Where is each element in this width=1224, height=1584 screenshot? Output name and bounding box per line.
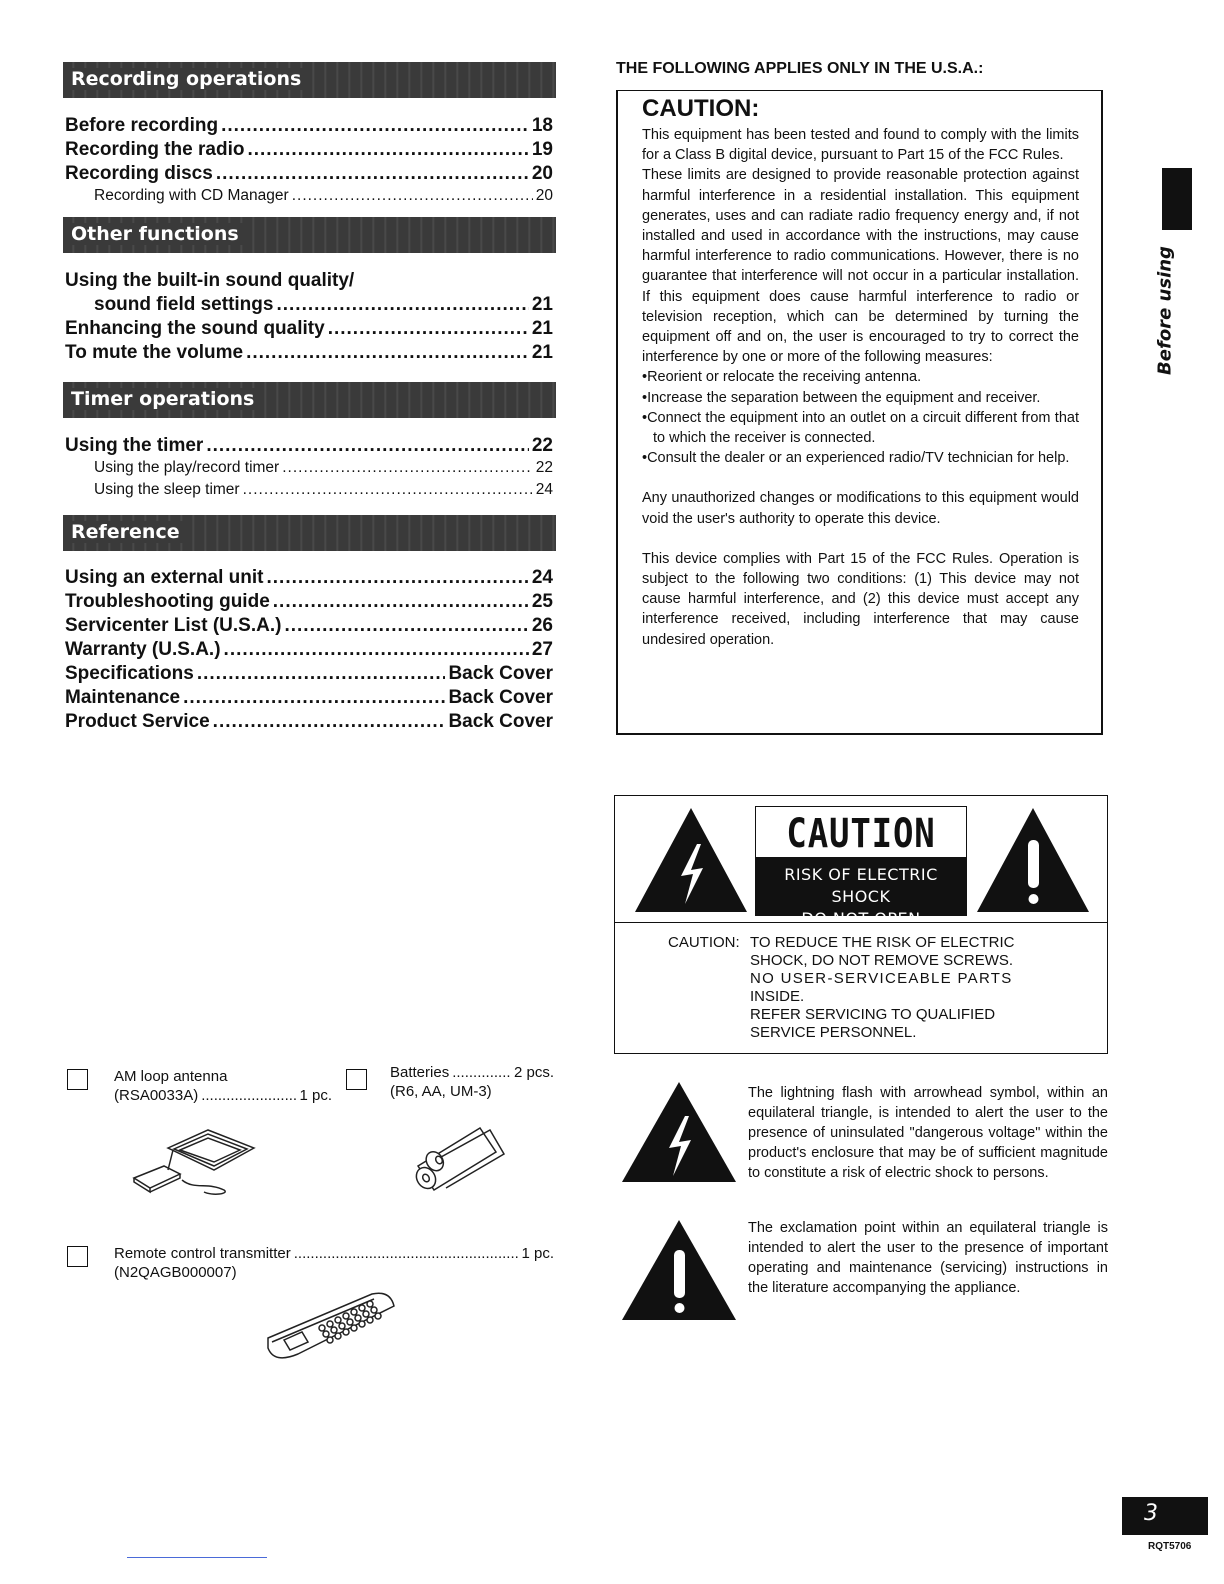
caution-line: TO REDUCE THE RISK OF ELECTRIC <box>750 934 1015 951</box>
accessory-batteries <box>390 1063 554 1101</box>
lightning-symbol-icon <box>620 1080 738 1184</box>
exclamation-warning-icon <box>975 806 1091 914</box>
exclamation-symbol-icon <box>620 1218 738 1322</box>
fcc-bullet: •Connect the equipment into an outlet on a circuit different from that to which the receiver is connected. <box>642 409 1079 447</box>
caution-line: REFER SERVICING TO QUALIFIED <box>750 1006 996 1023</box>
toc-reference <box>65 567 553 735</box>
fcc-caution-title: CAUTION: <box>642 95 760 122</box>
toc-entry-line1[interactable] <box>65 270 553 294</box>
toc-entry[interactable] <box>65 115 553 139</box>
caution-line: INSIDE. <box>750 988 805 1005</box>
caution-line: NO USER-SERVICEABLE PARTS <box>750 970 1013 987</box>
toc-subentry[interactable] <box>65 481 553 503</box>
footer-line <box>127 1557 267 1558</box>
toc-title: Specifications <box>65 663 194 684</box>
fcc-bullet: •Reorient or relocate the receiving antenna. <box>642 369 922 386</box>
toc-page: 19 <box>531 139 553 160</box>
toc-entry[interactable] <box>65 711 553 735</box>
accessory-qty: 1 pc. <box>521 1245 554 1262</box>
toc-entry[interactable] <box>65 567 553 591</box>
section-header-other: Other functions <box>63 217 556 253</box>
toc-entry[interactable] <box>65 163 553 187</box>
side-tab-marker <box>1162 168 1192 230</box>
remote-checkbox[interactable] <box>67 1246 88 1267</box>
accessory-antenna <box>114 1067 332 1105</box>
caution-badge-title: CAUTION <box>786 811 936 857</box>
toc-title: Using an external unit <box>65 567 264 588</box>
fcc-paragraph: These limits are designed to provide reasonable protection against harmful interference in a residential installation. This equipment generates, uses and can radiate radio frequency energy and, if not installed and used in accordance with the instructions, may cause harmful interference to radio communications. However, there is no guarantee that interference will not occur in a particular installation. If this equipment does cause harmful interference to radio or television reception, which can be determined by turning the equipment off and on, the user is encouraged to try to correct the interference by one or more of the following measures: <box>642 167 1079 366</box>
toc-entry[interactable] <box>65 342 553 366</box>
caution-label-text <box>668 934 1015 1042</box>
caution-badge-line: DO NOT OPEN <box>801 909 921 928</box>
accessory-qty: 2 pcs. <box>513 1064 554 1081</box>
toc-entry[interactable] <box>65 663 553 687</box>
section-header-recording: Recording operations <box>63 62 556 98</box>
caution-line: SHOCK, DO NOT REMOVE SCREWS. <box>750 952 1014 969</box>
toc-entry[interactable] <box>65 139 553 163</box>
caution-line: SERVICE PERSONNEL. <box>750 1024 917 1041</box>
toc-other <box>65 270 553 366</box>
toc-page: 26 <box>531 615 553 636</box>
toc-title: Warranty (U.S.A.) <box>65 639 221 660</box>
toc-page: Back Cover <box>448 663 553 684</box>
page-number: 3 <box>1122 1497 1208 1535</box>
toc-title: sound field settings <box>94 294 274 315</box>
toc-entry[interactable] <box>65 318 553 342</box>
accessory-name: Batteries <box>390 1064 450 1081</box>
toc-title: Using the play/record timer <box>94 459 280 476</box>
toc-entry[interactable] <box>65 435 553 459</box>
caution-label <box>614 795 1108 1054</box>
toc-entry[interactable] <box>65 615 553 639</box>
remote-control-icon <box>262 1290 400 1364</box>
toc-title: Using the built-in sound quality/ <box>65 270 355 291</box>
exclamation-symbol-explanation: The exclamation point within an equilateral triangle is intended to alert the user to the presence of important operating and maintenance (servicing) instructions in the literature accompanying the appliance. <box>748 1220 1108 1296</box>
toc-page: 25 <box>531 591 553 612</box>
toc-page: 18 <box>531 115 553 136</box>
toc-page: 21 <box>531 294 553 315</box>
toc-page: 24 <box>535 481 553 498</box>
fcc-paragraph: Any unauthorized changes or modifications to this equipment would void the user's authority to operate this device. <box>642 490 1079 527</box>
accessory-model: (N2QAGB000007) <box>114 1264 237 1281</box>
toc-subentry[interactable] <box>65 187 553 209</box>
toc-entry[interactable] <box>65 687 553 711</box>
fcc-caution-box <box>616 90 1103 735</box>
lightning-symbol-explanation: The lightning flash with arrowhead symbol, within an equilateral triangle, is intended to alert the user to the presence of uninsulated "dangerous voltage" within the product's enclosure that may be of sufficient magnitude to constitute a risk of electric shock to persons. <box>748 1085 1108 1181</box>
toc-title: Recording the radio <box>65 139 245 160</box>
fcc-heading: THE FOLLOWING APPLIES ONLY IN THE U.S.A.: <box>616 60 984 77</box>
accessory-model: (RSA0033A) <box>114 1087 199 1104</box>
toc-page: 20 <box>535 187 553 204</box>
toc-recording <box>65 115 553 209</box>
lightning-warning-icon <box>633 806 749 914</box>
fcc-paragraph: This equipment has been tested and found to comply with the limits for a Class B digital device, pursuant to Part 15 of the FCC Rules. <box>642 127 1079 164</box>
toc-title: Enhancing the sound quality <box>65 318 325 339</box>
caution-label-divider <box>615 922 1107 923</box>
toc-timer <box>65 435 553 503</box>
fcc-bullet: •Increase the separation between the equipment and receiver. <box>642 389 1041 406</box>
toc-page: Back Cover <box>448 711 553 732</box>
toc-title: To mute the volume <box>65 342 244 363</box>
toc-title: Recording with CD Manager <box>94 187 289 204</box>
accessory-name: AM loop antenna <box>114 1068 228 1085</box>
toc-page: 20 <box>531 163 553 184</box>
accessory-remote <box>114 1244 554 1282</box>
toc-title: Before recording <box>65 115 219 136</box>
toc-entry[interactable] <box>65 591 553 615</box>
batteries-icon <box>410 1122 510 1196</box>
toc-page: 22 <box>535 459 553 476</box>
toc-page: 21 <box>531 342 553 363</box>
caution-badge <box>755 806 967 928</box>
toc-title: Recording discs <box>65 163 213 184</box>
fcc-bullet: •Consult the dealer or an experienced radio/TV technician for help. <box>642 450 1070 467</box>
toc-title: Maintenance <box>65 687 181 708</box>
toc-page: 27 <box>531 639 553 660</box>
toc-page: Back Cover <box>448 687 553 708</box>
accessory-name: Remote control transmitter <box>114 1245 291 1262</box>
accessory-qty: 1 pc. <box>299 1087 332 1104</box>
fcc-paragraph: This device complies with Part 15 of the FCC Rules. Operation is subject to the following two conditions: (1) This device may not cause harmful interference, and (2) this device must accept any interference received, including interference that may cause undesired operation. <box>642 550 1079 648</box>
toc-entry[interactable] <box>65 294 553 318</box>
toc-page: 21 <box>531 318 553 339</box>
toc-title: Using the timer <box>65 435 204 456</box>
toc-title: Using the sleep timer <box>94 481 240 498</box>
side-tab-label: Before using <box>1154 246 1176 375</box>
toc-page: 22 <box>531 435 553 456</box>
caution-prefix: CAUTION: <box>668 934 740 951</box>
toc-entry[interactable] <box>65 639 553 663</box>
toc-title: Servicenter List (U.S.A.) <box>65 615 282 636</box>
am-loop-antenna-icon <box>128 1120 260 1200</box>
section-header-reference: Reference <box>63 515 556 551</box>
batteries-checkbox[interactable] <box>346 1069 367 1090</box>
toc-title: Product Service <box>65 711 210 732</box>
document-code: RQT5706 <box>1148 1541 1192 1552</box>
toc-subentry[interactable] <box>65 459 553 481</box>
caution-badge-warning <box>756 857 966 928</box>
section-header-timer: Timer operations <box>63 382 556 418</box>
toc-page: 24 <box>531 567 553 588</box>
antenna-checkbox[interactable] <box>67 1069 88 1090</box>
toc-title: Troubleshooting guide <box>65 591 270 612</box>
caution-badge-line: RISK OF ELECTRIC SHOCK <box>784 865 938 906</box>
accessory-model: (R6, AA, UM-3) <box>390 1083 492 1100</box>
